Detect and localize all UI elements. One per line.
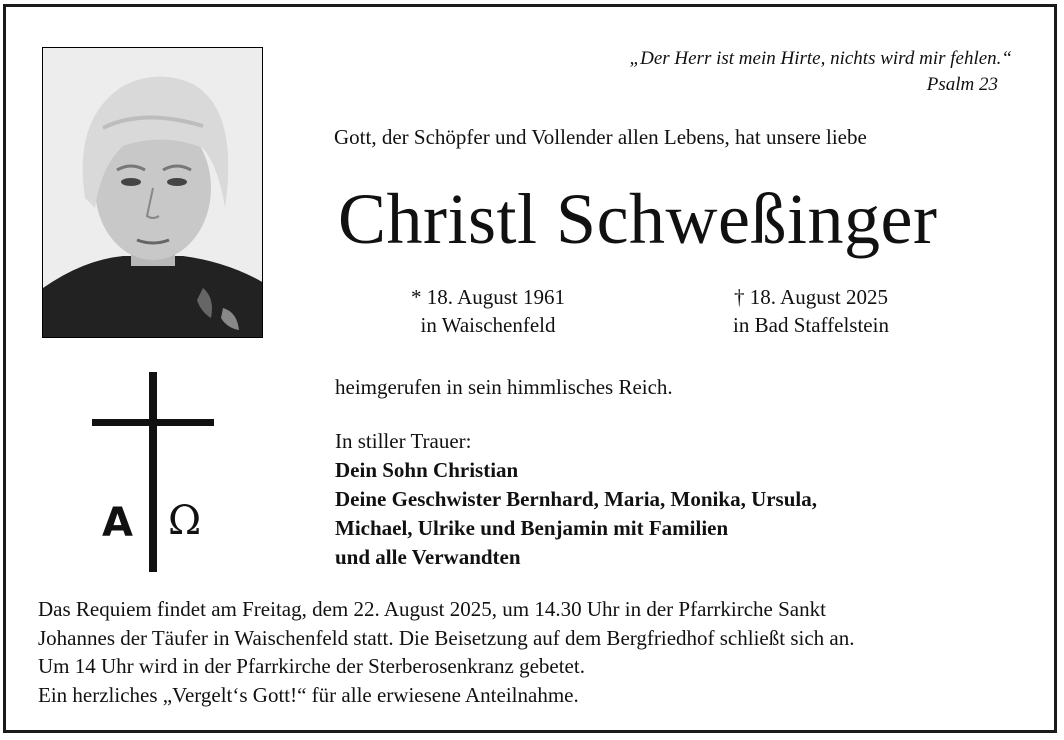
- quote-text: „Der Herr ist mein Hirte, nichts wird mir fehlen.“: [629, 48, 1012, 69]
- birth-date: * 18. August 1961: [410, 285, 565, 309]
- service-line: Ein herzliches „Vergelt‘s Gott!“ für alle erwiesene Anteilnahme.: [38, 682, 579, 707]
- mourners-block: [335, 427, 817, 572]
- portrait-photo: [42, 47, 263, 338]
- birth-info: [388, 283, 588, 339]
- death-place: in Bad Staffelstein: [733, 313, 889, 337]
- intro-text: Gott, der Schöpfer und Vollender allen Lebens, hat unsere liebe: [334, 125, 867, 149]
- bible-quote: [630, 46, 1012, 98]
- mourners-heading: In stiller Trauer:: [335, 429, 472, 453]
- service-info: [38, 595, 854, 709]
- mourner-line: und alle Verwandten: [335, 545, 521, 569]
- service-line: Um 14 Uhr wird in der Pfarrkirche der Sterberosenkranz gebetet.: [38, 654, 585, 678]
- called-home-text: heimgerufen in sein himmlisches Reich.: [335, 375, 673, 399]
- deceased-name: Christl Schweßinger: [338, 179, 938, 259]
- death-info: [706, 283, 916, 339]
- mourner-line: Michael, Ulrike und Benjamin mit Familien: [335, 516, 729, 540]
- mourner-line: Dein Sohn Christian: [335, 458, 519, 482]
- birth-place: in Waischenfeld: [420, 313, 556, 337]
- alpha-symbol: A: [102, 500, 133, 546]
- mourner-line: Deine Geschwister Bernhard, Maria, Monika, Ursula,: [335, 487, 817, 511]
- death-date: † 18. August 2025: [733, 285, 888, 309]
- cross-icon: [88, 370, 218, 575]
- quote-source: Psalm 23: [926, 74, 998, 95]
- service-line: Johannes der Täufer in Waischenfeld statt. Die Beisetzung auf dem Bergfriedhof schließt sich an.: [38, 625, 855, 650]
- service-line: Das Requiem findet am Freitag, dem 22. August 2025, um 14.30 Uhr in der Pfarrkirche Sankt: [38, 597, 826, 621]
- omega-symbol: Ω: [168, 498, 202, 544]
